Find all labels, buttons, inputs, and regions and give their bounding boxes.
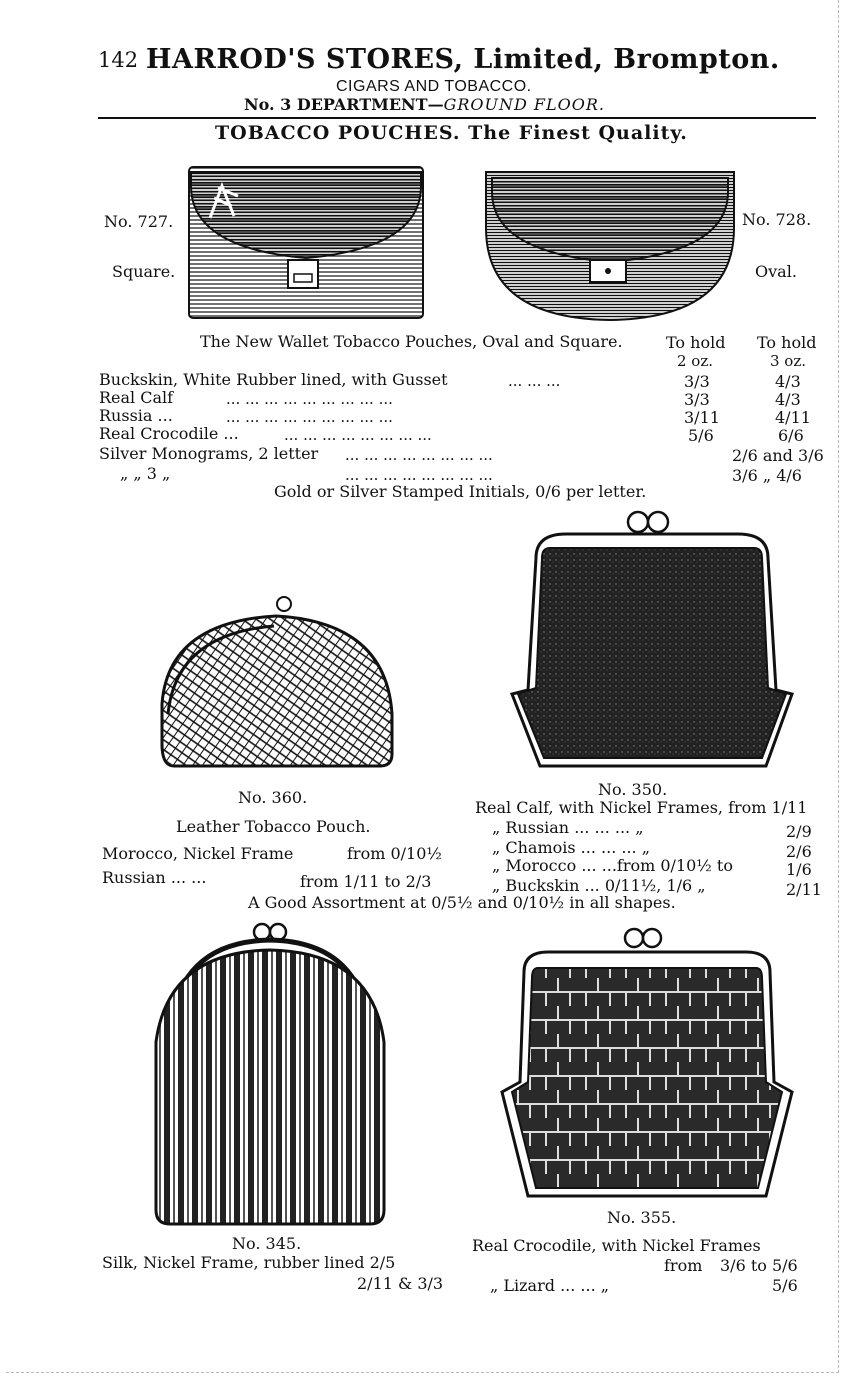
pouch-360-line2-price: from 1/11 to 2/3 (300, 872, 432, 891)
row-price-2oz: 3/3 (684, 372, 710, 391)
monogram-3-leaders: ... ... ... ... ... ... ... ... (345, 466, 493, 484)
pouch-360-number: No. 360. (238, 788, 308, 807)
pouch-345-line1: Silk, Nickel Frame, rubber lined 2/5 (102, 1253, 396, 1272)
row-price-3oz: 6/6 (778, 426, 804, 445)
row-label: „ Russian ... ... ... „ (492, 818, 644, 837)
row-leaders: ... ... ... ... ... ... ... ... ... (226, 390, 393, 408)
monogram-3-price: 3/6 „ 4/6 (732, 466, 802, 485)
col1-subheading: 2 oz. (677, 352, 714, 370)
monogram-2-price: 2/6 and 3/6 (732, 446, 824, 465)
pouch-360-name: Leather Tobacco Pouch. (176, 817, 371, 836)
oval-label: Oval. (755, 262, 797, 281)
row-label: Buckskin, White Rubber lined, with Gusset (99, 370, 448, 389)
pouch-360-line1-label: Morocco, Nickel Frame (102, 844, 294, 863)
pouch-345-illustration (150, 920, 390, 1228)
assortment-note: A Good Assortment at 0/5½ and 0/10½ in all shapes. (248, 893, 676, 912)
pouch-355-number: No. 355. (607, 1208, 677, 1227)
row-price-3oz: 4/3 (775, 372, 801, 391)
pouch-355-line3-label: „ Lizard ... ... „ (490, 1276, 610, 1295)
pouch-355-illustration (498, 922, 796, 1204)
pouch-350-illustration (506, 504, 798, 776)
pouch-355-line2-price: 3/6 to 5/6 (720, 1256, 798, 1275)
square-wallet-pouch-illustration (188, 166, 424, 320)
row-price-3oz: 4/11 (775, 408, 811, 427)
store-name: HARROD'S STORES, Limited, Brompton. (146, 44, 780, 75)
floor-label: GROUND FLOOR. (443, 95, 606, 114)
row-price-2oz: 3/3 (684, 390, 710, 409)
row-label: „ Buckskin ... 0/11½, 1/6 „ (492, 876, 706, 895)
row-price-2oz: 5/6 (688, 426, 714, 445)
pouch-345-line2: 2/11 & 3/3 (357, 1274, 444, 1293)
pouch-350-line1: Real Calf, with Nickel Frames, from 1/11 (475, 798, 808, 817)
no-728-label: No. 728. (742, 210, 812, 229)
section-heading: CIGARS AND TOBACCO. (336, 78, 532, 95)
row-label: Russia ... (99, 406, 173, 425)
department-line (244, 95, 605, 114)
row-label: „ Chamois ... ... ... „ (492, 838, 650, 857)
row-price: 2/9 (786, 822, 812, 841)
page-title: TOBACCO POUCHES. The Finest Quality. (215, 122, 688, 144)
row-label: Real Crocodile ... (99, 424, 239, 443)
monogram-3-label: „ „ 3 „ (120, 464, 171, 483)
pouch-355-line1: Real Crocodile, with Nickel Frames (472, 1236, 761, 1255)
row-price: 2/11 (786, 880, 822, 899)
row-leaders: ... ... ... ... ... ... ... ... (284, 426, 432, 444)
pouch-345-number: No. 345. (232, 1234, 302, 1253)
no-727-label: No. 727. (104, 212, 174, 231)
department-label: No. 3 DEPARTMENT— (244, 95, 444, 114)
col1-heading: To hold (666, 333, 726, 352)
pouch-355-line2-label: from (664, 1256, 703, 1275)
pouch-360-illustration (154, 594, 398, 770)
row-leaders: ... ... ... (508, 372, 561, 390)
monogram-2-label: Silver Monograms, 2 letter (99, 444, 319, 463)
pouch-360-line1-price: from 0/10½ (347, 844, 442, 863)
row-price-3oz: 4/3 (775, 390, 801, 409)
header-rule (98, 117, 816, 119)
row-price: 2/6 (786, 842, 812, 861)
pouch-360-line2-label: Russian ... ... (102, 868, 207, 887)
oval-wallet-pouch-illustration (484, 168, 736, 322)
col2-heading: To hold (757, 333, 817, 352)
col2-subheading: 3 oz. (770, 352, 807, 370)
page-number: 142 (98, 48, 139, 72)
pouch-355-line3-price: 5/6 (772, 1276, 798, 1295)
wallet-intro: The New Wallet Tobacco Pouches, Oval and Square. (200, 332, 623, 351)
row-price-2oz: 3/11 (684, 408, 720, 427)
monogram-2-leaders: ... ... ... ... ... ... ... ... (345, 446, 493, 464)
square-label: Square. (112, 262, 176, 281)
row-leaders: ... ... ... ... ... ... ... ... ... (226, 408, 393, 426)
row-label: Real Calf (99, 388, 174, 407)
stamped-initials-note: Gold or Silver Stamped Initials, 0/6 per letter. (274, 482, 647, 501)
row-label: „ Morocco ... ...from 0/10½ to (492, 856, 733, 875)
pouch-350-number: No. 350. (598, 780, 668, 799)
row-price: 1/6 (786, 860, 812, 879)
